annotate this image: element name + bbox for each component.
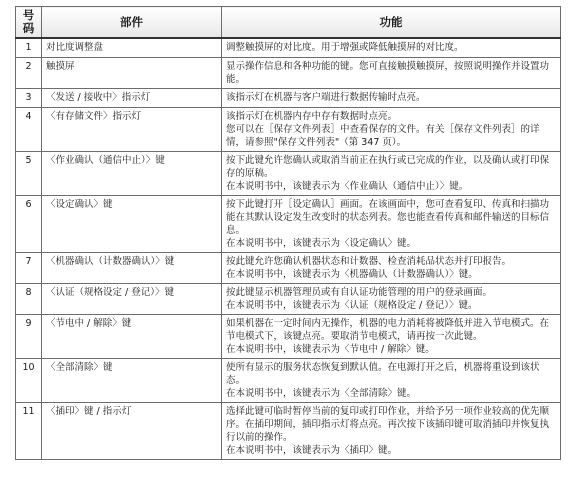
row-component: 〈节电中 / 解除〉键 [42,314,222,358]
function-line: 该指示灯在机器内存中存有数据时点亮。 [226,110,398,122]
function-line: 调整触摸屏的对比度。用于增强或降低触摸屏的对比度。 [226,42,464,53]
function-line: 在本说明书中，该键表示为〈机器确认（计数器确认）〉键。 [226,268,478,280]
row-component: 〈插印〉键 / 指示灯 [42,402,222,459]
row-component: 〈设定确认〉键 [42,195,222,252]
row-component: 〈机器确认（计数器确认）〉键 [42,252,222,283]
row-component: 〈全部清除〉键 [42,358,222,402]
table-row [16,151,561,195]
table-row [16,402,561,459]
table-row [16,38,561,57]
header-function: 功能 [222,7,561,39]
table-row [16,195,561,252]
row-function [222,107,561,151]
function-line: 按下此键打开［设定确认］画面。在该画面中，您可查看复印、传真和扫描功能在其默认设定发生改变时的状态列表。您也能查看传真和邮件输送的目标信息。 [226,198,550,236]
row-component: 〈有存储文件〉指示灯 [42,107,222,151]
row-number: 3 [16,88,42,107]
row-function [222,151,561,195]
row-function [222,88,561,107]
table-row [16,358,561,402]
component-table [15,6,561,460]
header-component: 部件 [42,7,222,39]
function-line: 选择此键可临时暂停当前的复印或打印作业，并给予另一项作业较高的优先顺序。在插印期间，插印指示灯将点亮。再次按下该插印键可取消插印并恢复执行以前的操作。 [226,405,550,443]
row-function [222,358,561,402]
row-number: 7 [16,252,42,283]
table-row [16,252,561,283]
row-function [222,57,561,88]
row-component: 〈认证（规格设定 / 登记）〉键 [42,283,222,314]
table-row [16,283,561,314]
function-line: 按下此键允许您确认或取消当前正在执行或已完成的作业，以及确认或打印保存的原稿。 [226,154,550,179]
row-number: 1 [16,38,42,57]
table-row [16,88,561,107]
row-number: 8 [16,283,42,314]
row-function [222,314,561,358]
row-function [222,283,561,314]
row-number: 9 [16,314,42,358]
function-line: 在本说明书中，该键表示为〈插印〉键。 [226,444,398,456]
function-line: 在本说明书中，该键表示为〈认证（规格设定 / 登记）〉键。 [226,299,478,311]
function-line: 按此键显示机器管理员或有自认证功能管理的用户的登录画面。 [226,286,493,298]
row-number: 4 [16,107,42,151]
function-line: 在本说明书中，该键表示为〈作业确认（通信中止）〉键。 [226,180,469,192]
row-component: 对比度调整盘 [42,38,222,57]
row-function [222,38,561,57]
function-line: 在本说明书中，该键表示为〈节电中 / 解除〉键。 [226,343,435,355]
row-function [222,195,561,252]
function-line: 按此键允许您确认机器状态和计数器、检查消耗品状态并打印报告。 [226,255,512,267]
table-header-row [16,7,561,39]
function-line: 在本说明书中，该键表示为〈全部清除〉键。 [226,387,417,399]
header-number: 号码 [16,7,42,39]
row-number: 10 [16,358,42,402]
function-line: 使所有显示的服务状态恢复到默认值。在电源打开之后，机器将重设到该状态。 [226,361,540,386]
row-number: 2 [16,57,42,88]
function-line: 在本说明书中，该键表示为〈设定确认〉键。 [226,237,417,249]
row-component: 触摸屏 [42,57,222,88]
table-row [16,57,561,88]
row-function [222,252,561,283]
row-component: 〈发送 / 接收中〉指示灯 [42,88,222,107]
row-number: 11 [16,402,42,459]
row-component: 〈作业确认（通信中止）〉键 [42,151,222,195]
row-function [222,402,561,459]
table-row [16,107,561,151]
function-line: 如果机器在一定时间内无操作，机器的电力消耗将被降低并进入节电模式。在节电模式下，该键点亮。要取消节电模式，请再按一次此键。 [226,317,550,342]
row-number: 6 [16,195,42,252]
function-line: 您可以在［保存文件列表］中查看保存的文件。有关［保存文件列表］的详情，请参照"保存文件列表"（第 347 页）。 [226,123,540,148]
table-row [16,314,561,358]
function-line: 显示操作信息和各种功能的键。您可直接触摸触摸屏，按照说明操作并设置功能。 [226,60,550,85]
function-line: 该指示灯在机器与客户端进行数据传输时点亮。 [226,91,426,103]
row-number: 5 [16,151,42,195]
